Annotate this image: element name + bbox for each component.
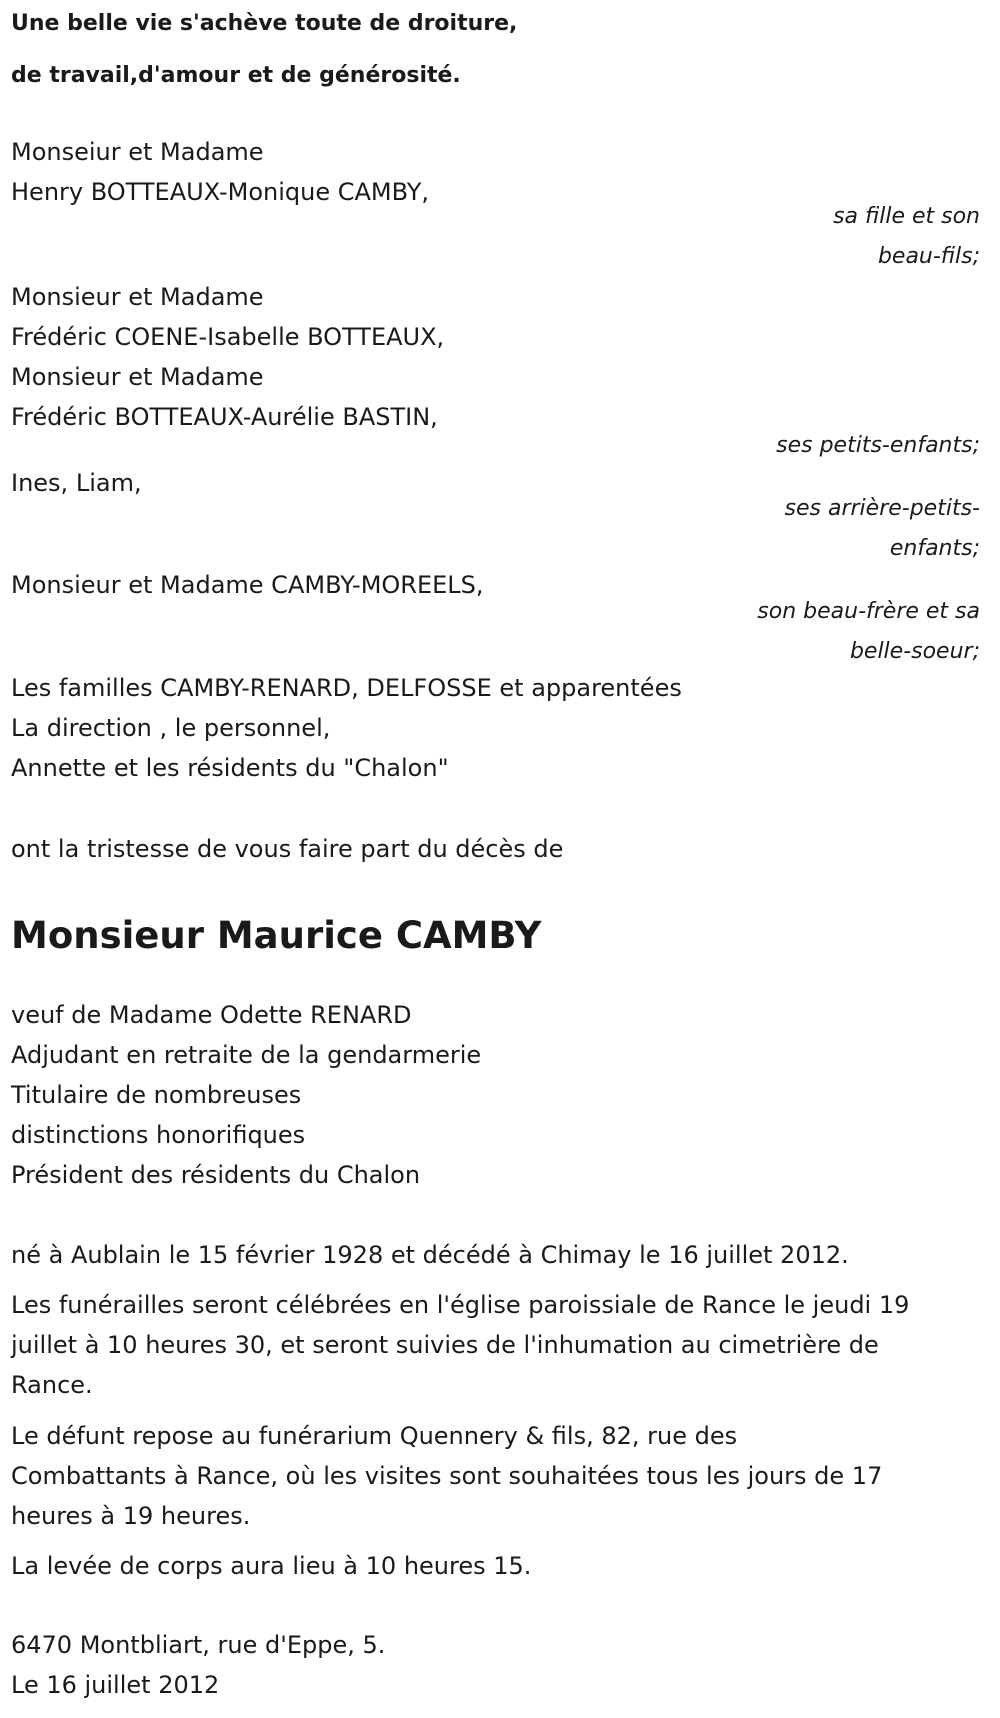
motto-line-2: de travail,d'amour et de générosité. [11, 63, 461, 88]
family-line: La direction , le personnel, [11, 714, 331, 742]
footer [11, 1625, 385, 1705]
rest-paragraph [11, 1416, 882, 1536]
funeral-paragraph [11, 1285, 909, 1405]
relation-grandchildren [0, 426, 980, 466]
family-line: Frédéric BOTTEAUX-Aurélie BASTIN, [11, 403, 438, 431]
family-line: Ines, Liam, [11, 469, 142, 497]
relation-line: beau-fils; [877, 244, 980, 269]
family-line: Les familles CAMBY-RENARD, DELFOSSE et apparentées [11, 674, 682, 702]
rest-line: Combattants à Rance, où les visites sont souhaitées tous les jours de 17 [11, 1462, 883, 1490]
rest-line: heures à 19 heures. [11, 1502, 251, 1530]
levee-paragraph [11, 1546, 531, 1586]
bio-line: Président des résidents du Chalon [11, 1161, 421, 1189]
footer-address: 6470 Montbliart, rue d'Eppe, 5. [11, 1631, 386, 1659]
funeral-line: Rance. [11, 1371, 93, 1399]
deceased-name: Monsieur Maurice CAMBY [11, 914, 542, 957]
motto-line-1: Une belle vie s'achève toute de droiture, [11, 11, 518, 36]
relation-line: enfants; [889, 536, 980, 561]
family-group-grandchildren [11, 277, 444, 437]
birth-death-text: né à Aublain le 15 février 1928 et décédé à Chimay le 16 juillet 2012. [11, 1241, 849, 1269]
relation-line: ses arrière-petits- [784, 496, 980, 521]
relation-great-grandchildren [0, 489, 980, 569]
announcement [11, 829, 563, 869]
birth-death-paragraph [11, 1235, 849, 1275]
bio-line: distinctions honorifiques [11, 1121, 306, 1149]
family-line: Frédéric COENE-Isabelle BOTTEAUX, [11, 323, 445, 351]
relation-line: son beau-frère et sa [757, 599, 980, 624]
motto [11, 0, 517, 102]
bio-line: Adjudant en retraite de la gendarmerie [11, 1041, 482, 1069]
family-line: Annette et les résidents du "Chalon" [11, 754, 449, 782]
relation-daughter [0, 197, 980, 277]
funeral-line: Les funérailles seront célébrées en l'église paroissiale de Rance le jeudi 19 [11, 1291, 910, 1319]
rest-line: Le défunt repose au funérarium Quennery & fils, 82, rue des [11, 1422, 738, 1450]
family-line: Monseiur et Madame [11, 138, 264, 166]
relation-line: belle-soeur; [849, 639, 980, 664]
funeral-line: juillet à 10 heures 30, et seront suivies de l'inhumation au cimetrière de [11, 1331, 879, 1359]
family-group-others [11, 668, 682, 788]
deceased-bio [11, 995, 481, 1195]
levee-text: La levée de corps aura lieu à 10 heures 15. [11, 1552, 532, 1580]
bio-line: Titulaire de nombreuses [11, 1081, 302, 1109]
relation-in-laws [0, 592, 980, 672]
family-line: Monsieur et Madame [11, 283, 264, 311]
announcement-text: ont la tristesse de vous faire part du décès de [11, 835, 564, 863]
bio-line: veuf de Madame Odette RENARD [11, 1001, 412, 1029]
footer-date: Le 16 juillet 2012 [11, 1671, 220, 1699]
family-line: Henry BOTTEAUX-Monique CAMBY, [11, 178, 430, 206]
family-line: Monsieur et Madame [11, 363, 264, 391]
relation-line: ses petits-enfants; [776, 433, 980, 458]
family-line: Monsieur et Madame CAMBY-MOREELS, [11, 571, 484, 599]
relation-line: sa fille et son [833, 204, 980, 229]
